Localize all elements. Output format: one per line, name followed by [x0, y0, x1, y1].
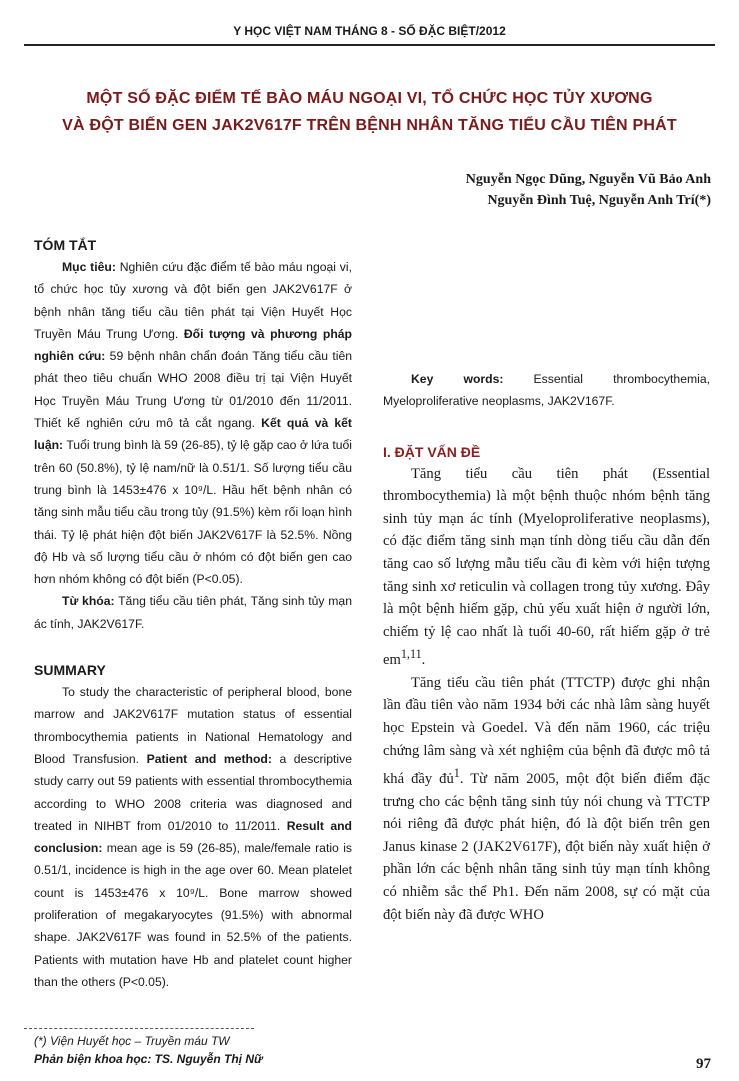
citation-ref: 1 [453, 766, 460, 781]
summary-intro: To study the characteristic of peripheral blood, bone marrow and JAK2V617F mutation status of essential thrombocythemia patients in National Hematology and Blood Transfusion. [34, 685, 352, 766]
patient-method-label: Patient and method: [139, 751, 272, 766]
spacer [34, 635, 352, 659]
keywords-en-label: Key words: [411, 372, 504, 386]
spacer [383, 413, 710, 441]
left-column [34, 234, 352, 993]
section-1-body [383, 463, 710, 927]
paragraph-2-text-a: Tăng tiểu cầu tiên phát (TTCTP) được ghi nhận lần đầu tiên vào năm 1934 bởi các nhà lâm sàng huyết học Epstein và Goedel. Và đến năm 1960, các triệu chứng lâm sàng và xét nghiệm của bệnh đã được mô tả khá đầy đủ [383, 674, 710, 788]
summary-body [34, 681, 352, 993]
right-column-content [383, 234, 710, 926]
aim-label: Mục tiêu: [62, 260, 116, 274]
running-header: Y HỌC VIỆT NAM THÁNG 8 - SỐ ĐẶC BIỆT/2012 [233, 24, 506, 38]
authors-line-1: Nguyễn Ngọc Dũng, Nguyễn Vũ Bảo Anh [465, 172, 711, 187]
patient-method-text: a descriptive study carry out 59 patients with essential thrombocythemia according to WHO 2008 criteria was diagnosed and treated in NIHBT from 01/2010 to 11/2011. [34, 751, 352, 833]
keywords-vi-label: Từ khóa: [62, 594, 115, 609]
keywords-en [383, 368, 710, 413]
aim-text: Nghiên cứu đặc điểm tế bào máu ngoại vi, tổ chức học tủy xương và đột biến gen JAK2V617F ở bệnh nhân tăng tiểu cầu tiên phát tại Viện Huyết Học Truyền Máu Trung Ương. [34, 260, 352, 341]
section-1-heading: I. ĐẶT VẤN ĐỀ [383, 443, 481, 460]
keywords-vi-text: Tăng tiểu cầu tiên phát, Tăng sinh tủy mạn ác tính, JAK2V617F. [34, 594, 352, 631]
keywords-vi [34, 590, 352, 635]
section-1-paragraph-2 [383, 672, 710, 926]
abstract-vi-heading: TÓM TẮT [34, 237, 97, 253]
abstract-vi-body [34, 256, 352, 590]
summary-continuation-anchor [383, 0, 710, 234]
keywords-en-text: Essential thrombocythemia, Myeloproliferative neoplasms, JAK2V167F. [383, 372, 710, 409]
summary-heading: SUMMARY [34, 662, 106, 679]
footnote-affiliation: (*) Viện Huyết học – Truyền máu TW [34, 1034, 230, 1048]
result-conclusion-label: Result and conclusion: [34, 818, 352, 856]
section-1-paragraph-1 [383, 463, 710, 672]
paragraph-1-text: Tăng tiểu cầu tiên phát (Essential thrombocythemia) là một bệnh thuộc nhóm bệnh tăng sinh tủy mạn ác tính (Myeloproliferative neoplasms), có đặc điểm tăng sinh mạn tính dòng tiểu cầu dẫn đến tăng cao số lượng mẫu tiểu cầu đi kèm với hiện tượng tăng sinh xơ reticulin và collagen trong tủy xương. Đây là một bệnh hiếm gặp, chủ yếu xuất hiện ở người lớn, chiếm tỷ lệ cao nhất là tuổi 40-60, rất hiếm gặp ở trẻ em [383, 465, 710, 669]
paragraph-1-end: . [421, 652, 426, 669]
footnote-rule [24, 1028, 254, 1030]
citation-ref: 1,11 [400, 647, 422, 662]
article-title-line-1: MỘT SỐ ĐẶC ĐIỂM TẾ BÀO MÁU NGOẠI VI, TỔ CHỨC HỌC TỦY XƯƠNG [86, 90, 653, 107]
result-label: Kết quả và kết luận: [34, 416, 352, 453]
method-label: Đối tượng và phương pháp nghiên cứu: [34, 326, 353, 364]
article-title-line-2: VÀ ĐỘT BIẾN GEN JAK2V617F TRÊN BỆNH NHÂN TĂNG TIỂU CẦU TIÊN PHÁT [62, 117, 677, 134]
paragraph-2-text-b: . Từ năm 2005, một đột biến điểm đặc trưng cho các bệnh tăng sinh tủy nói chung và TTCTP nói riêng đã được phát hiện, đó là đột biến trên gen Janus kinase 2 (JAK2V617F), đột biến này xuất hiện ở phần lớn các bệnh nhân tăng sinh tủy mạn tính không có nhiễm sắc thể Ph1. Đến năm 2008, sự có mặt của đột biến này đã được WHO [383, 771, 710, 923]
result-text: Tuổi trung bình là 59 (26-85), tỷ lệ gặp cao ở lứa tuổi trên 60 (50.8%), tỷ lệ nam/nữ là 0.51/1. Số lượng tiểu cầu trung bình là 1453±476 x 10⁹/L. Hầu hết bệnh nhân có tăng sinh mẫu tiểu cầu trong tủy (91.5%) kèm rối loạn hình thái. Tỷ lệ phát hiện đột biến JAK2V617F là 52.5%. Nồng độ Hb và số lượng tiểu cầu ở nhóm có đột biến gen cao hơn nhóm không có đột biến (P<0.05). [34, 438, 352, 587]
page-number: 97 [696, 1056, 711, 1072]
method-text: 59 bệnh nhân chẩn đoán Tăng tiểu cầu tiên phát theo tiêu chuẩn WHO 2008 điều trị tại Viện Huyết Học Truyền Máu Trung Ương từ 01/2010 đến 11/2011. Thiết kế nghiên cứu mô tả cắt ngang. [34, 349, 353, 431]
authors-line-2: Nguyễn Đình Tuệ, Nguyễn Anh Trí(*) [487, 193, 711, 208]
footnote-reviewer: Phản biện khoa học: TS. Nguyễn Thị Nữ [34, 1052, 263, 1066]
result-conclusion-text: mean age is 59 (26-85), male/female ratio is 0.51/1, incidence is high in the age over 60. Mean platelet count is 1453±476 x 10⁹/L. Bone marrow showed proliferation of megakaryocytes (91.5%) with abnormal shape. JAK2V617F was found in 52.5% of the patients. Patients with mutation have Hb and platelet count higher than the others (P<0.05). [34, 841, 352, 989]
